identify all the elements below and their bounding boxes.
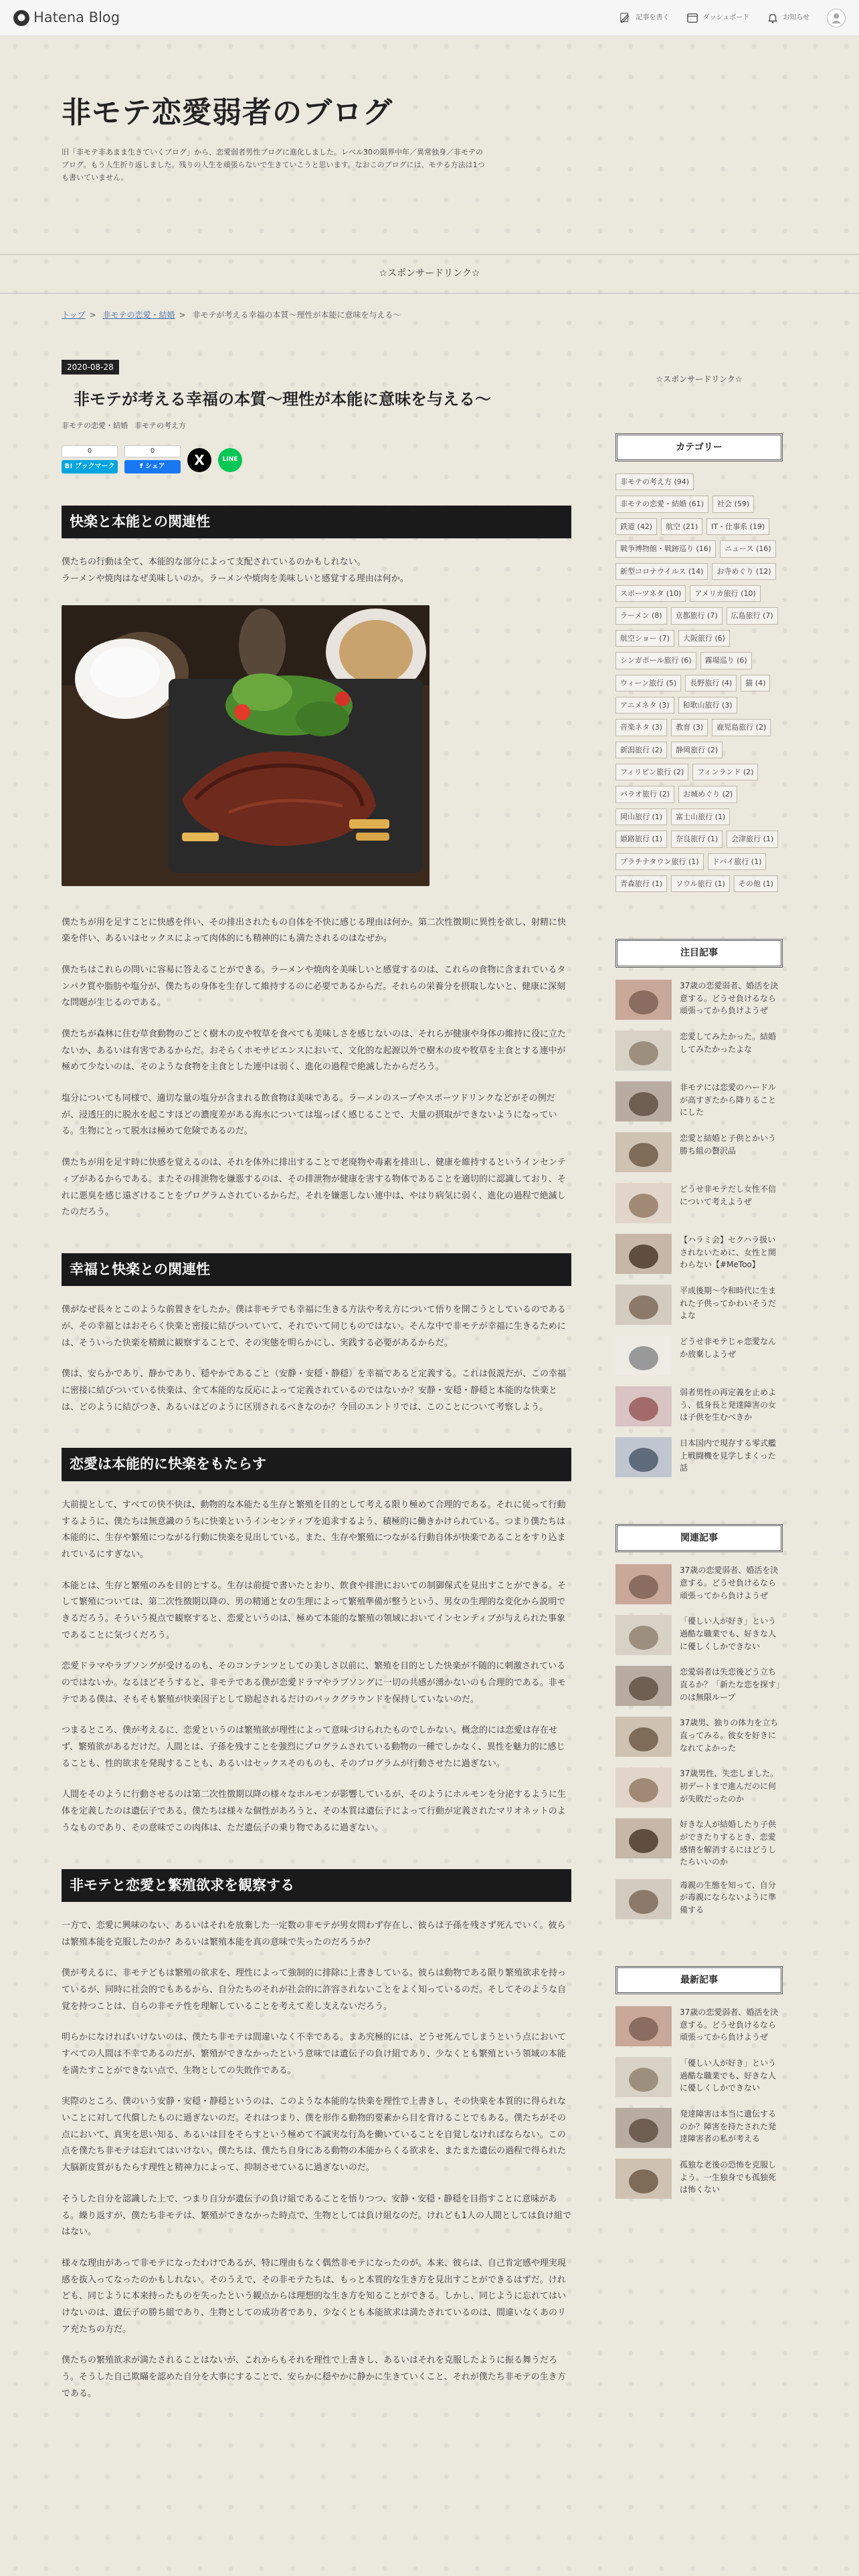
category-list — [615, 473, 783, 892]
body-paragraph: 実際のところ、僕のいう安静・安穏・静穏というのは、このような本能的な快楽を理性で上書きし、その快楽を本質的に得られないことに対して代償したものに過ぎないのだ。それはつまり、僕を形作る動物的要素から目を背けることでもある。僕たちがその点において、真実を思い知る、あるいは目をそらすという極めて不誠実な行為を働いていることを自覚しなければならない。この点を僕たち非モテは忘れてはいけない。僕たちは、僕たち自身にある動物の本能からくる欲求を、またまた遺伝の過程で得られた大脳新皮質がもたらす理性と精神力によって、抑制させているに過ぎないのだ。 — [62, 2097, 567, 2173]
category-chip[interactable]: 戦争博物館・戦跡巡り (16) — [615, 540, 716, 557]
sidebar-entry[interactable] — [615, 1081, 783, 1121]
entry-thumbnail[interactable] — [615, 1386, 672, 1426]
category-chip[interactable]: 岡山旅行 (1) — [615, 809, 667, 825]
entry-title-link[interactable]: どうせ非モテじゃ恋愛なんか放棄しようぜ — [680, 1336, 777, 1359]
entry-title-link[interactable]: 37歳の恋愛弱者、婚活を決意する。どうせ負けるなら頑張ってから負けようぜ — [680, 2008, 779, 2042]
sidebar-entry[interactable] — [615, 2159, 783, 2199]
sidebar-entry[interactable] — [615, 1666, 783, 1706]
category-chip[interactable]: 富士山旅行 (1) — [671, 809, 730, 825]
category-chip[interactable]: ソウル旅行 (1) — [671, 875, 730, 892]
category-chip[interactable]: 姫路旅行 (1) — [615, 831, 667, 847]
entry-thumbnail[interactable] — [615, 1564, 672, 1604]
category-chip[interactable]: フィリピン旅行 (2) — [615, 764, 688, 780]
entry-thumbnail[interactable] — [615, 1615, 672, 1655]
body-paragraph: 僕が考えるに、非モテどもは繁殖の欲求を、理性によって強制的に排除に上書きしている。彼らは動物である限り繁殖欲求を持っているが、同時に社会的でもあるから、自分たちのそれが社会的に許容されないことをよく知っているのだ。そしてそのような自覚を持つことは、自らの非モテ性を理解していることを考えて差し支えないだろう。 — [62, 1968, 567, 2012]
entry-thumbnail[interactable] — [615, 1437, 672, 1477]
breadcrumb-current: 非モテが考える幸福の本質〜理性が本能に意味を与える〜 — [192, 310, 401, 320]
category-chip[interactable]: 会津旅行 (1) — [727, 831, 778, 847]
section-heading: 幸福と快楽との関連性 — [62, 1253, 571, 1286]
category-chip[interactable]: 航空 (21) — [661, 518, 702, 535]
body-paragraph: 僕たちが森林に住む草食動物のごとく樹木の皮や牧草を食べても美味しさを感じないのは、それらが健康や身体の維持に役に立たないか、あるいは有害であるからだ。おそらくホモサピエンスにおいて、文化的な起源以外で樹木の皮や牧草を主食とする連中が極めて少ないのは、そのような食物を主食とした連中は弱く、進化の過程で絶滅したからだろう。 — [62, 1029, 567, 1073]
category-chip[interactable]: 京都旅行 (7) — [671, 607, 723, 624]
body-paragraph: 恋愛ドラマやラブソングが受けるのも、そのコンテンツとしての美しさ以前に、繁殖を目的とした快楽が不随的に刺激されているのではないか。なるほどそうすると、非モテである僕が恋愛ドラマやラブソングに一切の共感が湧かないのも合理的である。非モテである僕は、そもそも繁殖が快楽因子として励起されるだけのバックグラウンドを保持していないのだ。 — [62, 1661, 566, 1705]
category-chip[interactable]: スポーツネタ (10) — [615, 585, 686, 602]
category-chip[interactable]: シンガポール旅行 (6) — [615, 652, 696, 669]
line-logo-icon: LINE — [222, 456, 238, 463]
category-chip[interactable]: 新型コロナウイルス (14) — [615, 563, 708, 580]
body-paragraph: 僕たちはこれらの問いに容易に答えることができる。ラーメンや焼肉を美味しいと感覚するのは、これらの食物に含まれているタンパク質や脂肪や塩分が、僕たちの身体を生存して維持するのに必要であるからだ。それらの栄養分を摂取しないと、健康に深刻な問題が生じるのである。 — [62, 964, 566, 1008]
write-post-label: 記事を書く — [636, 13, 670, 21]
category-chip[interactable]: 非モテの考え方 (94) — [615, 473, 694, 490]
entry-title-link[interactable]: 弱者男性の再定義を止めよう、低身長と発達障害の女は子供を生むべきか — [680, 1387, 777, 1422]
x-logo-icon: X — [194, 451, 205, 468]
sidebar-entry[interactable] — [615, 1335, 783, 1376]
category-chip[interactable]: ウィーン旅行 (5) — [615, 675, 681, 691]
entry-thumbnail[interactable] — [615, 1234, 672, 1274]
section-heading: 非モテと恋愛と繁殖欲求を観察する — [62, 1869, 571, 1902]
body-paragraph: 本能とは、生存と繁殖のみを目的とする。生存は前提で書いたとおり、飲食や排泄においての制御保式を見出すことができる。そして繁殖については、第二次性徴期以降の、男の精通と女の生理によって繁殖準備が整うという、男女の生理的な変化から説明できるだろう。そういう視点で観察すると、恋愛というのは、極めて本能的な繁殖の領域においてインセンティブが与えられた事象であることに気づくだろう。 — [62, 1580, 567, 1640]
entry-thumbnail[interactable] — [615, 1717, 672, 1757]
related-widget-title: 関連記事 — [615, 1524, 783, 1553]
body-paragraph: 塩分についても同様で、適切な量の塩分が含まれる飲食物は美味である。ラーメンのスープやスポーツドリンクなどがその例だが、浸透圧的に脱水を起こすほどの濃度差がある海水については塩っぱく感じることで、大量の摂取ができないようになっている。生物にとって脱水は極めて危険であるのだ。 — [62, 1093, 557, 1137]
steak-photo — [62, 605, 430, 886]
sidebar-entry[interactable] — [615, 1386, 783, 1426]
category-chip[interactable]: その他 (1) — [734, 875, 778, 892]
line-share-button[interactable] — [218, 448, 242, 472]
sidebar-entry[interactable] — [615, 1437, 783, 1477]
post-category-link[interactable]: 非モテの考え方 — [134, 421, 186, 430]
section-heading: 快楽と本能との関連性 — [62, 506, 571, 538]
category-chip[interactable]: プラチナタウン旅行 (1) — [615, 853, 704, 870]
featured-widget — [615, 939, 783, 1477]
hatena-bookmark-label: B! ブックマーク — [62, 460, 118, 473]
body-paragraph: つまるところ、僕が考えるに、恋愛というのは繁殖欲が理性によって意味づけられたものでしかない。概念的には恋愛は存在せず、繁殖欲があるだけだ。人間とは、子孫を残すことを強烈にプログラムされている動物の一種でしかなく、異性を魅力的に感じることも、性的欲求を発現することも、あるいはセックスそのものも、そのプログラムが行動させたに過ぎない。 — [62, 1725, 565, 1769]
hatena-bookmark-button[interactable] — [62, 445, 118, 473]
bell-icon — [767, 12, 779, 24]
post-categories — [62, 419, 571, 432]
body-paragraph: 明らかになければいけないのは、僕たち非モテは間違いなく不幸である。まあ究極的には、どうせ死んでしまうという点においてすべての人間は不幸であるのだが、繁殖ができなかったという意味では遺伝子の負け組であり、少なくとも繁殖という領域の本能を満たすことができない点で、生物としての失敗作である。 — [62, 2032, 567, 2076]
sidebar-entry[interactable] — [615, 1183, 783, 1223]
category-chip[interactable]: 青森旅行 (1) — [615, 875, 667, 892]
dashboard-icon — [686, 12, 698, 24]
body-paragraph: 僕は、安らかであり、静かであり、穏やかであること（安静・安穏・静穏）を幸福であると定義する。これは仮説だが、この幸福に密接に結びついている快楽は、全て本能的な反応によって定義されているのではないか？安静・安穏・静穏と本能的な快楽とは、どのように結びつき、あるいはどのように区別されるべきなのか？今回のエントリでは、このことについて考察しよう。 — [62, 1369, 567, 1412]
sponsor-link[interactable]: ☆スポンサードリンク☆ — [379, 268, 480, 279]
post-title[interactable]: 非モテが考える幸福の本質〜理性が本能に意味を与える〜 — [74, 390, 491, 409]
breadcrumb-category[interactable]: 非モテの恋愛・結婚 — [102, 310, 175, 320]
latest-widget-title: 最新記事 — [615, 1966, 783, 1995]
sidebar-entry[interactable] — [615, 1767, 783, 1808]
blog-title[interactable]: 非モテ恋愛弱者のブログ — [62, 96, 393, 130]
entry-thumbnail[interactable] — [615, 980, 672, 1020]
entry-title-link[interactable]: 平成後期〜令和時代に生まれた子供ってかわいそうだよな — [680, 1285, 777, 1321]
blog-header — [0, 36, 859, 218]
category-chip[interactable]: 猫 (4) — [741, 675, 770, 691]
entry-thumbnail[interactable] — [615, 1879, 672, 1919]
entry-title-link[interactable]: どうせ非モテだし女性不信について考えようぜ — [680, 1184, 777, 1206]
body-paragraph: 僕たちの行動は全て、本能的な部分によって支配されているのかもしれない。 ラーメンや焼肉はなぜ美味しいのか。ラーメンや焼肉を美味しいと感覚する理由は何か。 — [62, 557, 409, 584]
entry-title-link[interactable]: 発達障害は本当に遺伝するのか？障害を持たされた発達障害者の私が考える — [680, 2109, 777, 2144]
user-avatar[interactable] — [827, 9, 846, 27]
write-post-button[interactable] — [619, 12, 669, 24]
notifications-button[interactable] — [767, 12, 809, 24]
body-paragraph: 僕たちが用を足す時に快感を覚えるのは、それを体外に排出することで老廃物や毒素を排出し、健康を維持するというインセンティブがあるからである。またその排泄物を嫌悪するのは、その排泄物が健康を害する物体であることを適切的に認識しており、それに悪臭を感じ遠ざけることをプログラムされているからだ。それを嫌悪しない連中は、やはり病気に弱く、進化の過程で絶滅したのだろう。 — [62, 1158, 567, 1218]
category-chip[interactable]: フィンランド (2) — [692, 764, 758, 780]
entry-thumbnail[interactable] — [615, 1818, 672, 1858]
sidebar — [615, 294, 783, 2418]
body-paragraph: 人間をそのように行動させるのは第二次性徴期以降の様々なホルモンが影響しているが、そのようにホルモンを分泌するように生体を定義したのは遺伝子である。僕たちは様々な個性があろうと、その本質は遺伝子によって行動が定義されたマリオネットのようなものであり、その意味でこの肉体は、ただ遺伝子の乗り物であるに過ぎない。 — [62, 1790, 567, 1833]
hatena-topbar — [0, 0, 859, 36]
category-chip[interactable]: IT・仕事系 (19) — [706, 518, 769, 535]
category-chip[interactable]: 広島旅行 (7) — [727, 607, 778, 624]
entry-thumbnail[interactable] — [615, 1183, 672, 1223]
category-chip[interactable]: 教育 (3) — [671, 719, 708, 736]
sidebar-entry[interactable] — [615, 980, 783, 1020]
entry-title-link[interactable]: 37歳の恋愛弱者、婚活を決意する。どうせ負けるなら頑張ってから負けようぜ — [680, 980, 779, 1016]
sidebar-entry[interactable] — [615, 1717, 783, 1757]
sidebar-entry[interactable] — [615, 1132, 783, 1172]
section-heading: 恋愛は本能的に快楽をもたらす — [62, 1448, 571, 1481]
sidebar-entry[interactable] — [615, 1285, 783, 1325]
entry-thumbnail[interactable] — [615, 1767, 672, 1808]
category-chip[interactable]: パラオ旅行 (2) — [615, 786, 674, 802]
entry-thumbnail[interactable] — [615, 1666, 672, 1706]
sponsor-link-top — [0, 254, 859, 294]
user-icon — [830, 11, 843, 25]
entry-title-link[interactable]: 非モテには恋愛のハードルが高すぎたから降りることにした — [680, 1082, 777, 1117]
hatena-logo-icon: ● — [13, 10, 29, 26]
category-widget-title: カテゴリー — [615, 433, 783, 462]
entry-title-link[interactable]: 37歳男性、失恋しました。初デートまで進んだのに何が失敗だったのか — [680, 1769, 779, 1804]
related-list — [615, 1564, 783, 1919]
body-paragraph: 僕がなぜ長々とこのような前置きをしたか。僕は非モテでも幸福に生きる方法や考え方について悟りを開こうとしているのであるが、その幸福とはおそらく快楽と密接に結びついていて、それでいて同じものではない。そんな中で非モテが幸福に生きるためには、そういった快楽を精緻に観察することで、その実態を明らかにし、実践する必要があるからだ。 — [62, 1305, 566, 1348]
category-chip[interactable]: 音楽ネタ (3) — [615, 719, 667, 736]
category-chip[interactable]: アニメネタ (3) — [615, 697, 674, 714]
category-chip[interactable]: 和歌山旅行 (3) — [678, 697, 737, 714]
entry-title-link[interactable]: 恋愛してみたかった。結婚してみたかったよな — [680, 1031, 777, 1054]
category-widget — [615, 433, 783, 893]
facebook-share-label: f シェア — [124, 460, 181, 473]
facebook-share-button[interactable] — [124, 445, 181, 473]
hatena-blog-logo[interactable] — [13, 5, 120, 30]
category-chip[interactable]: 鉄道 (42) — [615, 518, 657, 535]
latest-list — [615, 2006, 783, 2199]
category-chip[interactable]: 長野旅行 (4) — [685, 675, 737, 691]
entry-title-link[interactable]: 「優しい人が好き」という過酷な職業でも、好きな人に優しくしかできない — [680, 1616, 777, 1651]
entry-title-link[interactable]: 37歳男、独りの体力を立ち直ってみる。彼女を好きになれてよかった — [680, 1718, 779, 1753]
body-paragraph: 大前提として、すべての快不快は、動物的な本能たる生存と繁殖を目的として考える限り極めて合理的である。それに従って行動するように、僕たちは無意識のうちに快楽というインセンティブを追求するよう、積極的に働きかけられている。つまり僕たちは本能的に、生存や繁殖につながる行動に快楽を見出している。また、生存や繁殖につながる行動自体が快楽であることをすり込まれているにすぎない。 — [62, 1499, 566, 1560]
category-chip[interactable]: お城めぐり (2) — [678, 786, 737, 802]
entry-title-link[interactable]: 孤独な老後の恐怖を克服しよう。一生独身でも孤独死は怖くない — [680, 2160, 777, 2195]
category-chip[interactable]: ドバイ旅行 (1) — [708, 853, 767, 870]
facebook-share-count: 0 — [124, 445, 181, 457]
sidebar-entry[interactable] — [615, 2108, 783, 2148]
blog-description: 旧「非モテ非あまま生きていくブログ」から、恋愛弱者男性ブログに進化しました。レベル30の限界中年／異常独身／非モテのブログ。もう人生折り返しました。残りの人生を頑張らないで生きていこうと思います。なおこのブログには、モテる方法は1つも書いていません。 — [62, 148, 485, 182]
sidebar-entry[interactable] — [615, 1818, 783, 1868]
category-chip[interactable]: 航空ショー (7) — [615, 630, 674, 647]
featured-list — [615, 980, 783, 1477]
hatena-bookmark-count: 0 — [62, 445, 118, 457]
entry-title-link[interactable]: 恋愛弱者は失恋後どう立ち直るか？「新たな恋を探す」のは無限ループ — [680, 1667, 781, 1702]
entry-thumbnail[interactable] — [615, 1031, 672, 1071]
breadcrumb: トップ > 非モテの恋愛・結婚 > 非モテが考える幸福の本質〜理性が本能に意味を与える〜 — [62, 310, 401, 320]
sidebar-entry[interactable] — [615, 1879, 783, 1919]
entry-thumbnail[interactable] — [615, 1132, 672, 1172]
entry-title-link[interactable]: 「優しい人が好き」という過酷な職業でも、好きな人に優しくしかできない — [680, 2058, 777, 2093]
entry-thumbnail[interactable] — [615, 2159, 672, 2199]
body-paragraph: 様々な理由があって非モテになったわけであるが、特に理由もなく偶然非モテになったのが。本来、彼らは、自己肯定感や理実現感を抜入ってなったのかもしれない。そのうえで、その非モテたちは、もっと本質的な生き方を見出すことができるはずだ。けれども、同じように本来持ったものを失ったという観点からは理想的な生き方を知ることができる。しかし、同じように忘れてはいけないのは、遺伝子の勝ち組であり、生物としての成功者であり、少なくとも本能欲求は満たされているのは、間違いなくあのリア充たちの方だ。 — [62, 2258, 567, 2335]
category-chip[interactable]: 静岡旅行 (2) — [671, 742, 723, 758]
sidebar-entry[interactable] — [615, 2006, 783, 2046]
sidebar-entry[interactable] — [615, 1615, 783, 1655]
main-content — [62, 294, 571, 2418]
body-paragraph: 僕たちが用を足すことに快感を伴い、その排出されたもの自体を不快に感じる理由は何か。第二次性徴期に異性を欲し、射精に快楽を伴い、あるいはセックスによって肉体的にも精神的にも満たされるのはなぜか。 — [62, 917, 567, 944]
breadcrumb-top[interactable]: トップ — [62, 310, 86, 320]
entry-thumbnail[interactable] — [615, 1335, 672, 1376]
entry-title-link[interactable]: 恋愛と結婚と子供とかいう勝ち組の贅沢品 — [680, 1133, 777, 1156]
entry-thumbnail[interactable] — [615, 1081, 672, 1121]
share-buttons — [62, 445, 571, 473]
sidebar-entry[interactable] — [615, 1234, 783, 1274]
dashboard-label: ダッシュボード — [702, 13, 750, 21]
post-category-link[interactable]: 非モテの恋愛・結婚 — [62, 421, 128, 430]
pencil-icon — [619, 12, 632, 24]
entry-title-link[interactable]: 【ハラミ会】セクハラ扱いされないために、女性と関わらない【#MeToo】 — [680, 1235, 777, 1270]
notifications-label: お知らせ — [783, 13, 809, 21]
related-widget — [615, 1524, 783, 1919]
x-share-button[interactable] — [187, 448, 211, 472]
entry-title-link[interactable]: 日本国内で現存する零式艦上戦闘機を見学しまくった話 — [680, 1438, 777, 1473]
entry-title-link[interactable]: 毒親の生態を知って、自分が毒親にならないように準備する — [680, 1880, 777, 1915]
entry-title-link[interactable]: 好きな人が結婚したり子供ができたりするとき、恋愛感情を解消するにはどうしたらいいのか — [680, 1820, 777, 1867]
latest-widget — [615, 1966, 783, 2199]
body-paragraph: 僕たちの繁殖欲求が満たされることはないが、これからもそれを理性で上書きし、あるいはそれを克服したように振る舞うだろう。そうした自己欺瞞を認めた自分を大事にすることで、安らかに穏やかに静かに生きていくこと、それが僕たち非モテの生き方である。 — [62, 2355, 566, 2399]
category-chip[interactable]: アメリカ旅行 (10) — [690, 585, 760, 602]
body-paragraph: そうした自分を認識した上で、つまり自分が遺伝子の負け組であることを悟りつつ、安静・安穏・静穏を目指すことに意味がある。繰り返すが、僕たち非モテは、繁殖ができなかった時点で、生物としては負け組なのだ。けれども1人の人間としては負け組ではない。 — [62, 2193, 572, 2238]
post-date[interactable]: 2020-08-28 — [62, 360, 119, 374]
sidebar-entry[interactable] — [615, 1564, 783, 1604]
featured-widget-title: 注目記事 — [615, 939, 783, 968]
entry-thumbnail[interactable] — [615, 2108, 672, 2148]
logo-text: Hatena Blog — [33, 9, 120, 26]
category-chip[interactable]: ラーメン (8) — [615, 607, 667, 624]
category-chip[interactable]: 鹿児島旅行 (2) — [712, 719, 771, 736]
category-chip[interactable]: 奈良旅行 (1) — [671, 831, 723, 847]
sidebar-entry[interactable] — [615, 2057, 783, 2097]
sidebar-sponsor-link[interactable]: ☆スポンサードリンク☆ — [656, 374, 743, 384]
entry-thumbnail[interactable] — [615, 1285, 672, 1325]
category-chip[interactable]: 非モテの恋愛・結婚 (61) — [615, 496, 708, 512]
category-chip[interactable]: ニュース (16) — [720, 540, 776, 557]
entry-thumbnail[interactable] — [615, 2006, 672, 2046]
category-chip[interactable]: 社会 (59) — [712, 496, 754, 512]
category-chip[interactable]: 大阪旅行 (6) — [678, 630, 730, 647]
category-chip[interactable]: 新潟旅行 (2) — [615, 742, 667, 758]
category-chip[interactable]: 霧場巡り (6) — [700, 652, 752, 669]
sidebar-entry[interactable] — [615, 1031, 783, 1071]
entry-title-link[interactable]: 37歳の恋愛弱者、婚活を決意する。どうせ負けるなら頑張ってから負けようぜ — [680, 1566, 779, 1600]
dashboard-button[interactable] — [686, 12, 749, 24]
entry-thumbnail[interactable] — [615, 2057, 672, 2097]
body-paragraph: 一方で、恋愛に興味のない、あるいはそれを放棄した一定数の非モテが男女問わず存在し、彼らは子孫を残さず死んでいく。彼らは繁殖本能を克服したのか？あるいは繁殖本能を真の意味で失ったのだろうか？ — [62, 1920, 566, 1947]
category-chip[interactable]: お寺めぐり (12) — [712, 563, 775, 580]
